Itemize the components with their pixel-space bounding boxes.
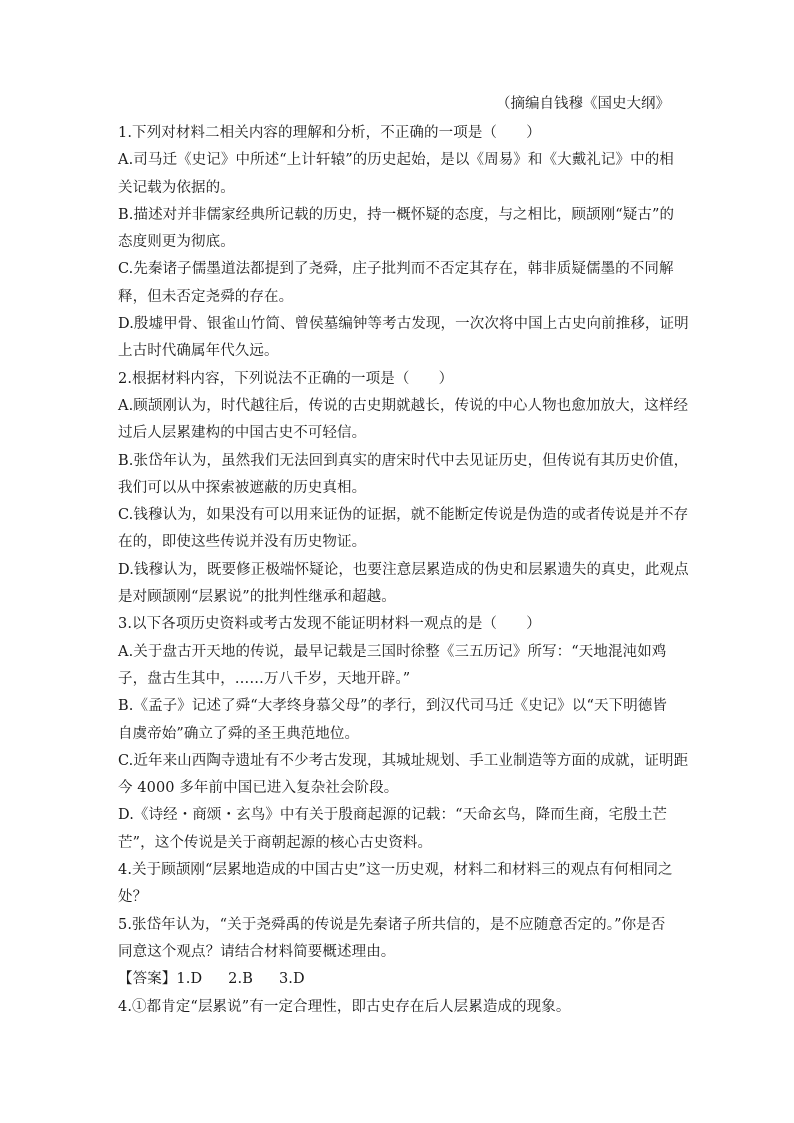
answer-item: 2.B: [228, 971, 253, 988]
text-line: 释，但未否定尧舜的存在。: [118, 288, 294, 305]
text-line: 5.张岱年认为，“关于尧舜禹的传说是先秦诸子所共信的，是不应随意否定的。”你是否: [118, 916, 666, 933]
text-line: C.先秦诸子儒墨道法都提到了尧舜，庄子批判而不否定其存在，韩非质疑儒墨的不同解: [118, 261, 674, 278]
text-line: D.殷墟甲骨、银雀山竹简、曾侯墓编钟等考古发现，一次次将中国上古史向前推移，证明: [118, 316, 689, 333]
answer-item: 3.D: [278, 971, 305, 988]
text-line: 自虞帝始”确立了舜的圣王典范地位。: [118, 725, 360, 742]
text-line: 4.关于顾颉刚“层累地造成的中国古史”这一历史观，材料二和材料三的观点有何相同之: [118, 862, 673, 879]
text-line: C.钱穆认为，如果没有可以用来证伪的证据，就不能断定传说是伪造的或者传说是并不存: [118, 507, 689, 524]
text-line: 上古时代确属年代久远。: [118, 343, 279, 360]
text-line: 态度则更为彻底。: [118, 234, 235, 251]
text-line: 是对顾颉刚“层累说”的批判性继承和超越。: [118, 589, 396, 606]
answer-line: [118, 966, 678, 993]
text-line: A.司马迁《史记》中所述“上计轩辕”的历史起始，是以《周易》和《大戴礼记》中的相: [118, 152, 674, 169]
answer-item: 1.D: [176, 971, 203, 988]
text-line: 3.以下各项历史资料或考古发现不能证明材料一观点的是（ ）: [118, 616, 541, 633]
answer-label: 【答案】: [118, 971, 177, 988]
text-line: C.近年来山西陶寺遗址有不少考古发现，其城址规划、手工业制造等方面的成就，证明距: [118, 752, 689, 769]
text-line: 在的，即使这些传说并没有历史物证。: [118, 534, 367, 551]
text-line: A.顾颉刚认为，时代越往后，传说的古史期就越长，传说的中心人物也愈加放大，这样经: [118, 397, 689, 414]
text-line: 1.下列对材料二相关内容的理解和分析，不正确的一项是（ ）: [118, 125, 541, 141]
text-line: B.《孟子》记述了舜“大孝终身慕父母”的孝行，到汉代司马迁《史记》以“天下明德皆: [118, 698, 667, 715]
text-line: 处？: [118, 889, 148, 906]
text-line: B.描述对并非儒家经典所记载的历史，持一概怀疑的态度，与之相比，顾颉刚“疑古”的: [118, 206, 675, 223]
text-line: D.钱穆认为，既要修正极端怀疑论，也要注意层累造成的伪史和层累遗失的真史，此观点: [118, 561, 689, 578]
source-citation: （摘编自钱穆《国史大纲》: [496, 96, 670, 112]
text-line: 4.①都肯定“层累说”有一定合理性，即古史存在后人层累造成的现象。: [118, 998, 571, 1015]
text-line: 过后人层累建构的中国古史不可轻信。: [118, 425, 367, 442]
text-line: A.关于盘古开天地的传说，最早记载是三国时徐整《三五历记》所写：“天地混沌如鸡: [118, 643, 667, 660]
text-line: 2.根据材料内容，下列说法不正确的一项是（ ）: [118, 370, 454, 387]
text-line: 我们可以从中探索被遮蔽的历史真相。: [118, 479, 367, 496]
text-line: 芒”，这个传说是关于商朝起源的核心古史资料。: [118, 834, 433, 851]
text-line: 关记载为依据的。: [118, 179, 235, 196]
text-line: B.张岱年认为，虽然我们无法回到真实的唐宋时代中去见证历史，但传说有其历史价值，: [118, 452, 689, 469]
text-line: D.《诗经・商颂・玄鸟》中有关于殷商起源的记载：“天命玄鸟，降而生商，宅殷土芒: [118, 807, 668, 824]
text-line: 今 4000 多年前中国已进入复杂社会阶段。: [118, 780, 399, 797]
text-line: 子，盘古生其中，……万八千岁，天地开辟。”: [118, 670, 411, 687]
text-line: 同意这个观点？请结合材料简要概述理由。: [118, 943, 396, 960]
question-content: [118, 120, 689, 1021]
